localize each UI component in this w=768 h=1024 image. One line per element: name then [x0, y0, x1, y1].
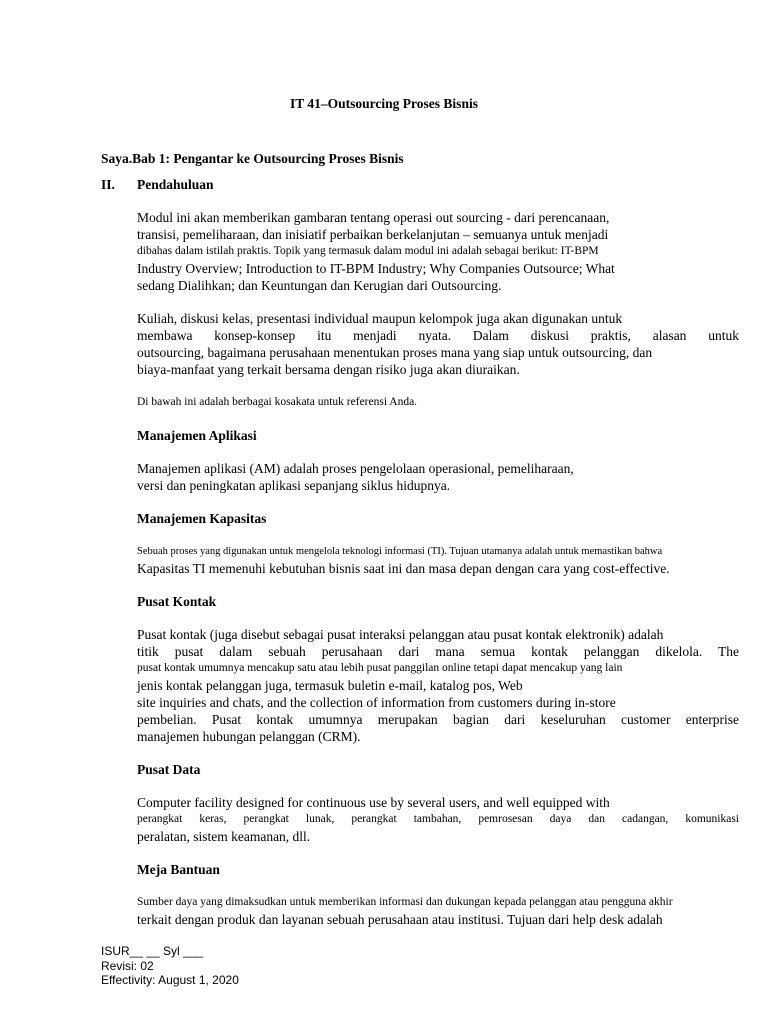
text-line: Computer facility designed for continuous use by several users, and well equipped with	[137, 795, 610, 810]
term-heading-help-desk: Meja Bantuan	[137, 862, 220, 877]
text-line: pembelian. Pusat kontak umumnya merupakan bagian dari keseluruhan customer enterprise	[137, 712, 739, 727]
text-line: terkait dengan produk dan layanan sebuah perusahaan atau institusi. Tujuan dari help desk adalah	[137, 912, 663, 927]
text-line: Kapasitas TI memenuhi kebutuhan bisnis saat ini dan masa depan dengan cara yang cost-effective.	[137, 561, 670, 576]
text-line: titik pusat dalam sebuah perusahaan dari mana semua kontak pelanggan dikelola. The	[137, 644, 739, 659]
text-line: jenis kontak pelanggan juga, termasuk buletin e-mail, katalog pos, Web	[137, 678, 523, 693]
text-line: pusat kontak umumnya mencakup satu atau lebih pusat panggilan online tetapi dapat mencakup yang lain	[137, 662, 623, 674]
text-line: Sumber daya yang dimaksudkan untuk memberikan informasi dan dukungan kepada pelanggan atau pengguna akhir	[137, 896, 673, 908]
text-line: Industry Overview; Introduction to IT-BPM Industry; Why Companies Outsource; What	[137, 261, 615, 276]
text-line: outsourcing, bagaimana perusahaan menentukan proses mana yang siap untuk outsourcing, dan	[137, 345, 653, 360]
text-line: manajemen hubungan pelanggan (CRM).	[137, 729, 361, 744]
term-definition-data-center	[137, 794, 739, 845]
intro-paragraph-1	[137, 209, 739, 294]
term-definition-capacity-management	[137, 543, 739, 577]
footer-syllabus-code: ISUR__ __ Syl ___	[101, 944, 204, 958]
text-line: Sebuah proses yang digunakan untuk mengelola teknologi informasi (TI). Tujuan utamanya adalah untuk memastikan bahwa	[137, 546, 663, 557]
intro-paragraph-2	[137, 310, 739, 378]
term-heading-contact-center: Pusat Kontak	[137, 594, 217, 609]
document-title: IT 41–Outsourcing Proses Bisnis	[290, 96, 478, 111]
text-line: Modul ini akan memberikan gambaran tentang operasi out sourcing - dari perencanaan,	[137, 210, 610, 225]
term-definition-help-desk	[137, 894, 739, 928]
text-line: Manajemen aplikasi (AM) adalah proses pengelolaan operasional, pemeliharaan,	[137, 461, 574, 476]
text-line: Di bawah ini adalah berbagai kosakata untuk referensi Anda.	[137, 396, 418, 408]
text-line: biaya-manfaat yang terkait bersama dengan risiko juga akan diuraikan.	[137, 362, 520, 377]
text-line: versi dan peningkatan aplikasi sepanjang siklus hidupnya.	[137, 478, 451, 493]
term-definition-application-management	[137, 460, 739, 494]
text-line: peralatan, sistem keamanan, dll.	[137, 829, 311, 844]
intro-paragraph-3	[137, 394, 739, 411]
page-footer	[101, 944, 239, 988]
term-heading-application-management: Manajemen Aplikasi	[137, 428, 257, 443]
term-heading-capacity-management: Manajemen Kapasitas	[137, 511, 267, 526]
term-heading-data-center: Pusat Data	[137, 762, 201, 777]
text-line: dibahas dalam istilah praktis. Topik yang termasuk dalam modul ini adalah sebagai berikut: IT-BPM	[137, 245, 599, 257]
section-title: Pendahuluan	[137, 177, 214, 192]
text-line: site inquiries and chats, and the collection of information from customers during in-store	[137, 695, 616, 710]
footer-revision: Revisi: 02	[101, 958, 154, 973]
footer-effectivity: Effectivity: August 1, 2020	[101, 973, 239, 987]
text-line: perangkat keras, perangkat lunak, perangkat tambahan, pemrosesan daya dan cadangan, komunikasi	[137, 813, 739, 825]
chapter-heading: Saya.Bab 1: Pengantar ke Outsourcing Proses Bisnis	[101, 151, 404, 166]
section-number: II.	[101, 177, 115, 192]
term-definition-contact-center	[137, 626, 739, 745]
text-line: Kuliah, diskusi kelas, presentasi individual maupun kelompok juga akan digunakan untuk	[137, 311, 623, 326]
text-line: Pusat kontak (juga disebut sebagai pusat interaksi pelanggan atau pusat kontak elektronik) adalah	[137, 627, 664, 642]
text-line: membawa konsep-konsep itu menjadi nyata. Dalam diskusi praktis, alasan untuk	[137, 328, 739, 343]
text-line: sedang Dialihkan; dan Keuntungan dan Kerugian dari Outsourcing.	[137, 278, 502, 293]
text-line: transisi, pemeliharaan, dan inisiatif perbaikan berkelanjutan – semuanya untuk menjadi	[137, 227, 609, 242]
document-body	[137, 209, 739, 944]
